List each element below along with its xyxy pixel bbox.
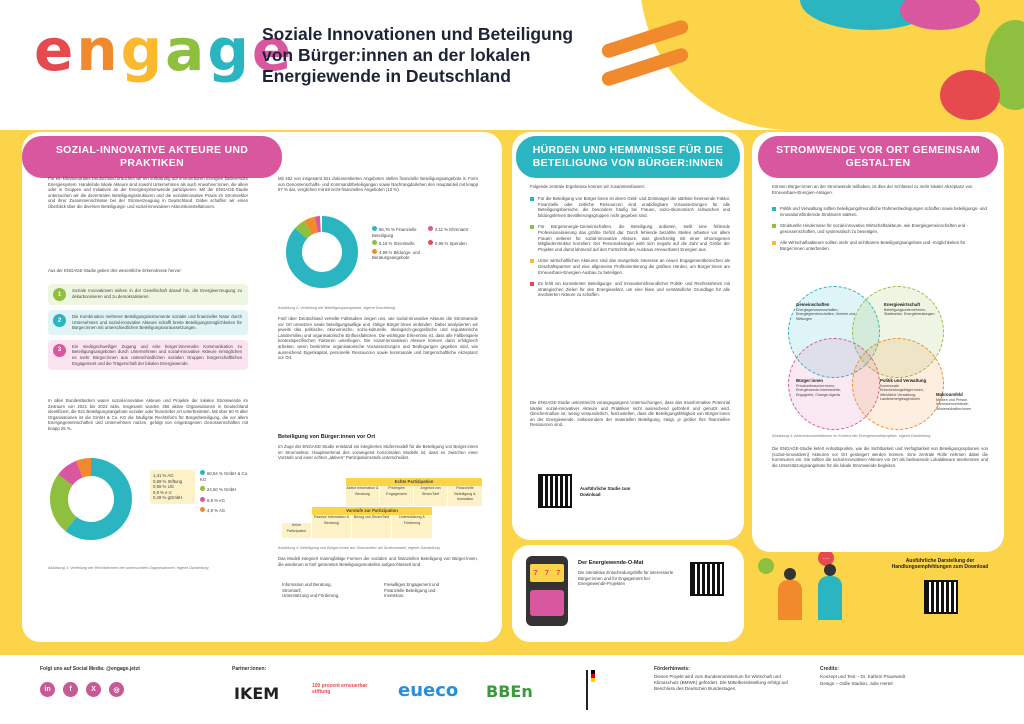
legend-item: 0,96 % Spenden bbox=[428, 240, 478, 247]
finding-3 bbox=[48, 340, 248, 370]
stair-t3: Angebot von Strom/Tarif bbox=[414, 486, 447, 506]
finding-text: Ein niedrigschwelliger Zugang und eine bürger:innennahe Kommunikation zu Beteiligungsangeboten durch Unternehmen und sozial-innovative Akteure ermöglichen es mehr Bürger:innen aus unterschiedlichen sozialen Gruppen bürgerschaftliches Engagement und die Trägerschaft der lokalen Energiewende. bbox=[72, 343, 242, 366]
legend-item: 0,28 % gGmbH bbox=[153, 495, 183, 501]
venn-group-energy-industry bbox=[884, 302, 944, 317]
legend-item: 2,11 % Ehrenamt bbox=[428, 226, 478, 238]
caption-1: Abbildung 1: Verteilung der Rechtsformen der untersuchten Organisationen, eigene Darstellung bbox=[48, 566, 209, 570]
caption-3: Abbildung 3: Beteiligung von Bürger:innen am Stromsektor als Stufenmodell, eigene Darstellung bbox=[278, 546, 440, 550]
list-item: Unterstützung und Förderung, bbox=[282, 593, 340, 599]
legend-item: 0,56 % UG bbox=[153, 484, 175, 490]
page-title: Soziale Innovationen und Beteiligung von Bürger:innen an der lokalen Energiewende in Deutschland bbox=[262, 24, 574, 86]
list-item: Finanzielle Beteiligung und bbox=[384, 587, 436, 593]
list-item: Stromtarif, bbox=[282, 587, 302, 593]
donut2-legend bbox=[372, 226, 482, 261]
slot-machine-icon: 7 7 7 bbox=[526, 556, 568, 626]
stair-title: Beteiligung von Bürger:innen vor Ort bbox=[278, 434, 376, 440]
sec2-para2: Fünf über Deutschland verteilte Fallstudien zeigen uns, wie sozial-innovative Akteure die Stromwende vor Ort umsetzen sowie beteiligungswillige und -fähige Bürger:innen einbinden. Dabei analysierten wir jeweils das politische, ökonomische, sozio-kulturelle, ökologisch-geografische und regulatorische Ländermilieu und organisatorische Einflussfaktoren. Die wichtigste Erkenntnis ist, dass alle Fallbeispiele kontextspezifischen Faktoren unterliegen. Die sozial-innovativen Akteure können dann erfolgreich arbeiten, wenn bestimmte organisatorische Voraussetzungen und Bedingungen gegeben sind, wie ausreichend Eigenkapital, personelle Ressourcen sowie kommunale und bürgerschaftliche Akzeptanz vor Ort. bbox=[278, 316, 478, 361]
game-title: Der Energiewende-O-Mat bbox=[578, 560, 644, 566]
qr-label-recommendations: Ausführliche Darstellung der Handlungsempfehlungen zum Download bbox=[891, 558, 989, 570]
section-header-2: HÜRDEN UND HEMMNISSE FÜR DIE BETEILIGUNG VON BÜRGER:INNEN bbox=[516, 136, 740, 178]
engage-logo: e n g a g e bbox=[34, 16, 293, 84]
instagram-icon[interactable]: ◎ bbox=[109, 682, 124, 697]
list-item: Information und Beratung, bbox=[282, 582, 332, 587]
stair-t1: Aktive Information & Beratung bbox=[346, 486, 379, 506]
models-list-right bbox=[384, 582, 479, 599]
list-item: Investition. bbox=[384, 593, 405, 599]
recommendation-item: Politik und Verwaltung sollten beteiligungsfreundliche Rahmenbedingungen schaffen sowie beteiligungs- und innovationsfördernde Strukturen stärken. bbox=[772, 206, 988, 217]
partner-bben: BBEn bbox=[486, 682, 533, 701]
finding-2 bbox=[48, 310, 248, 335]
hurdle-item: Für Bürgerenergie-Gemeinschaften, die Beteiligung anbieten, stellt eine fehlende Professionalisierung das größte Defizit dar. Durch fehlende bezahlte Stellen arbeiten vor allem Frauen seltener für sozial-innovative Akteure, was gleichzeitig mit einer inhomogenen Mitgliederstruktur korreliert. Der Personalmangel wirkt sich negativ auf die Zahl und Größe der Projekte und damit lahmend auf den Fortschritt des Ausbaus erneuerbarer Energien aus. bbox=[530, 224, 730, 252]
legal-forms-donut bbox=[46, 454, 136, 544]
stair-model bbox=[282, 478, 482, 538]
sec3-intro: Folgende zentrale Ergebnisse können wir zusammenfassen: bbox=[530, 184, 646, 189]
people-illustration: … bbox=[748, 550, 868, 640]
finding-1 bbox=[48, 284, 248, 305]
venn-group-communities bbox=[796, 302, 856, 321]
legend-item: 60,94 % GmbH & Co. KG bbox=[200, 471, 249, 482]
legend-item: 1,41 % AG bbox=[153, 473, 174, 478]
stair-mid-label: Vorstufe zur Partizipation bbox=[312, 507, 432, 515]
models-list-left bbox=[282, 582, 377, 599]
findings-list bbox=[48, 284, 248, 370]
donut1-legend-left bbox=[150, 470, 195, 504]
finding-number: 2 bbox=[53, 314, 66, 327]
stair-m2: Bezug von Strom/Tarif bbox=[352, 515, 391, 538]
finding-text: Die Kombination mehrerer Beteiligungsinstrumente sozialer und finanzieller Natur durch Unternehmen und sozial-innovative Akteure schafft breite Beteiligungsmöglichkeiten für Bürger:innen mit unterschiedlichen Beteiligungsvoraussetzungen. bbox=[72, 314, 242, 331]
venn-text: Kommunale Entscheidungsträger:innen, öffentliche Verwaltung, Landesenergieagenturen bbox=[880, 383, 924, 402]
sec2-para3: Das Modell integriert mannigfaltige Formen der sozialen und finanziellen Beteiligung von Bürger:innen, die wiederum in fünf getrennten Beteiligungsmodellen aufgeschlüsselt sind: bbox=[278, 556, 478, 567]
qr-label-study: Ausführliche Studie zum Download bbox=[580, 486, 631, 497]
qr-code-game[interactable] bbox=[690, 562, 724, 596]
stair-t2: Privilegien Engagement bbox=[380, 486, 413, 506]
venn-title: Energiewirtschaft bbox=[884, 302, 921, 307]
hurdle-item: Unter wirtschaftlichen Akteuren sind das mangelnde Interesse an neuen Engagementbereichen als Geschäftspartner und eine allgemeine Profitorientierung die größten Hürden, um Bürger:innen am Erneuerbare-Energien-Ausbau zu beteiligen. bbox=[530, 258, 730, 275]
game-text: Die interaktive Entscheidungshilfe für interessierte Bürger:innen und für Engagement bei Energiewende-Projekten bbox=[578, 570, 674, 587]
stair-t4: Finanzielle Beteiligung & Innovation bbox=[448, 486, 482, 506]
section-header-1: SOZIAL-INNOVATIVE AKTEURE UND PRAKTIKEN bbox=[22, 136, 282, 178]
findings-intro: Aus der ENGAGE-Studie geben drei wesentliche Erkenntnisse hervor: bbox=[48, 268, 182, 273]
finding-number: 1 bbox=[53, 288, 66, 301]
hurdle-item: Es fehlt ein konsistenter Beteiligungs- und Innovationsfreundlicher Politik- und Rechtsrahmen mit strategischen Zielen für den Energiesektor, um eine klare und verständliche Grundlage für alle involvierten Akteure zu schaffen. bbox=[530, 281, 730, 298]
offers-donut bbox=[282, 212, 362, 292]
caption-2: Abbildung 2: Verteilung der Beteiligungsangebote, eigene Darstellung bbox=[278, 306, 396, 310]
venn-text: Beteiligungsunternehmen, Stadtwerke, Energieberatungen bbox=[884, 307, 935, 317]
finding-text: Soziale Innovationen wirken in der Gesellschaft darauf hin, die Energieerzeugung zu dekarbonisieren und zu demokratisieren. bbox=[72, 288, 242, 299]
stair-m0: Keine Partizipation bbox=[282, 523, 311, 538]
sec1-para2: In allen Bundesländern waren sozial-innovative Akteure und Projekte der lokalen Stromwende im Zeitraum von 2021 bis 2023 aktiv. Insgesamt wurden 356 aktive Organisationen in Deutschland identifiziert, die 521 Beteiligungsangebote sozialer oder finanzieller Art unterbreiteten. Mit über 60 % aller Organisationen ist die GmbH & Co. KG die häufigste Rechtsform für Bürgerbeteiligung, die vor allem Energiegemeinschaften und Unternehmen nutzen, gefolgt von eingetragenen Genossenschaften mit knapp 25 %. bbox=[48, 398, 248, 431]
design-credits: Design – Odile Stadion, Julie Hertel bbox=[820, 681, 893, 686]
legend-item: 0,9 % e.V. bbox=[153, 489, 173, 495]
qr-code-recommendations[interactable] bbox=[924, 580, 958, 614]
recommendation-item: Alle Wirtschaftsakteure sollten mehr und sichtbarere Beteiligungsangebote und -möglichkeiten für Bürger:innen unterbreiten. bbox=[772, 240, 988, 251]
venn-text: Privatverbraucher:innen, Energiewende-Interessierte, Engagierte, Change-Agents bbox=[796, 383, 841, 397]
facebook-icon[interactable]: f bbox=[63, 682, 78, 697]
sec3-closing: Die ENGAGE-Studie unterstreicht vorangegangene Untersuchungen, dass das transformative Potenzial lokaler sozial-innovativer Akteure und Praktiken nicht ausreichend gefördert und genutzt wird. Gleichermaßen ist, wenig verwunderlich, festzustellen, dass die Beteiligungsfähigkeit von Bürger:innen an der Energiewende, insbesondere der materiellen Beteiligung, steigt, je größer ihre finanziellen Ressourcen sind. bbox=[530, 400, 730, 428]
stair-m1: Passive Information & Beratung bbox=[312, 515, 351, 538]
venn-title: Makroumfeld bbox=[936, 392, 963, 397]
hurdles-list bbox=[530, 196, 730, 304]
venn-text: Energiegenossenschaften, Energiegemeinschaften, Vereine und Stiftungen bbox=[796, 307, 855, 321]
stair-top-label: Echte Partizipation bbox=[346, 478, 482, 486]
social-icons bbox=[40, 682, 124, 697]
recommendations-list bbox=[772, 206, 988, 258]
venn-title: Bürger:innen bbox=[796, 378, 823, 383]
legend-item: 4,8 % AG bbox=[200, 507, 255, 514]
legend-item: 4,99 % Bildungs- und Beratungsangebote bbox=[372, 249, 420, 261]
linkedin-icon[interactable]: in bbox=[40, 682, 55, 697]
legend-item: 5,18 % Stromtarife bbox=[372, 240, 422, 247]
stair-m3: Unterstützung & Förderung bbox=[392, 515, 432, 538]
credits-text: Konzept und Text – Dr. Kathrin Praxewedt bbox=[820, 674, 906, 679]
partner-100-prozent: 100 prozent erneuerbar stiftung bbox=[312, 683, 368, 695]
sec4-closing: Die ENGAGE-Studie liefert Anhaltspunkte, wie die Sichtbarkeit und Verfügbarkeit von Beteiligungsoptionen von (sozial-innovativen) Akteuren vor Ort gesteigert werden können. Eine zentrale Rolle nehmen dabei die Kommunen ein. Sie sollten die sozial-innovativen Akteure vor Ort als bedeutende Lokalakteure anerkennen und die Unterstützungsangebote für die lokale Stromwende begleiten. bbox=[772, 446, 988, 468]
funding-title: Förderhinweis: bbox=[654, 666, 690, 672]
legend-item: 86,76 % Finanzielle Beteiligung bbox=[372, 227, 417, 238]
partner-ikem: IKEM bbox=[234, 684, 280, 703]
deco-red-blob bbox=[940, 70, 1000, 120]
venn-group-citizens bbox=[796, 378, 856, 397]
caption-4: Abbildung 4: Akteurskonstellationen im Kontext der Energiewendeprojekte, eigene Darstellung bbox=[772, 434, 931, 438]
section-header-3: STROMWENDE VOR ORT GEMEINSAM GESTALTEN bbox=[758, 136, 998, 178]
hurdle-item: Für die Beteiligung von Bürger:innen ist deren Geld- und Zeitmangel der stärkste hemmende Faktor. Finanzielle oder zeitliche Ressourcen sind unabdingbare Voraussetzungen für alle Beteiligungsbereiche, die besonders häufig bei Frauen, sozio-ökonomisch schwachen und bildungsfernen Bevölkerungsgruppen nicht gegeben sind. bbox=[530, 196, 730, 218]
legend-item: 24,50 % GmbH bbox=[200, 486, 255, 493]
sec4-intro: Können Bürger:innen an der Stromwende teilhaben, ist dies der Schlüssel zu mehr lokaler Akzeptanz von Erneuerbare-Energien-Anlagen. bbox=[772, 184, 973, 195]
sec2-para1: Mit 452 von insgesamt 521 dokumentierten Angeboten stellen finanzielle Beteiligungsangebote in Form von Genossenschafts- und Kommanditbeteiligungen sowie Nachrangdarlehen den Hauptanteil mit knapp 87 % dar, verglichen mit 69 nicht-finanziellen Angeboten (13 %). bbox=[278, 176, 478, 193]
venn-text: Medien und Presse, Interessenverbände, Wissenschaftler:innen bbox=[936, 397, 972, 411]
venn-title: Gemeinschaften bbox=[796, 302, 830, 307]
stair-text: Im Zuge der ENGAGE-Studie entstand ein integriertes Stufenmodell für die Beteiligung von Bürger:innen im Stromsektor. Hauptmerkmal des vorwiegend horizontalen Modells ist, dass es zwischen einer Vorstufe und einer echten „aktiven“ Partizipationsstufe unterscheidet. bbox=[278, 444, 478, 461]
finding-number: 3 bbox=[53, 344, 66, 357]
venn-title: Politik und Verwaltung bbox=[880, 378, 927, 383]
twitter-x-icon[interactable]: X bbox=[86, 682, 101, 697]
donut1-legend-right bbox=[200, 470, 255, 514]
legend-item: 8,9 % eG bbox=[200, 497, 255, 504]
social-label: Folgt uns auf Social Media: @engage.jetzt bbox=[40, 666, 140, 672]
list-item: Freiwilliges Engagement und bbox=[384, 582, 440, 587]
bmwk-logo bbox=[586, 670, 622, 710]
credits-title: Credits: bbox=[820, 666, 839, 672]
legend-item: 0,69 % Stiftung bbox=[153, 478, 183, 484]
actors-venn-diagram bbox=[776, 282, 986, 430]
partners-label: Partner:innen: bbox=[232, 666, 267, 672]
venn-group-politics bbox=[880, 378, 940, 402]
recommendation-item: Strukturelle Hindernisse für sozial-innovative Wirtschaftsakteure, wie Energiegemeinschaften und -genossenschaften, und systematisch zu beseitigen. bbox=[772, 223, 988, 234]
qr-code-study[interactable] bbox=[538, 474, 572, 508]
sec1-intro: Für ein klimaneutrales Deutschland brauchen wir ein vollständig auf erneuerbaren Energien basierendes Energiesystem. Handelnde lokale Akteure sind sowohl Unternehmen als auch Anwohner:innen, die allein oder in Gruppen und Initiativen an der Energiesystemwende partizipieren. Mit der ENGAGE-Studie untersuchen wir die dezentralen Beteiligungsstrukturen und die sozialinnovative Praxis im Stromsektor und ihrer Zusammenschlüsse bei der Stromerzeugung in Deutschland. Dabei schaffen wir einen Überblick über die diversen Beteiligungs- und sozial-innovativen Akteurskonstellationen. bbox=[48, 176, 248, 209]
funding-text: Dieses Projekt wird vom Bundesministerium für Wirtschaft und Klimaschutz (BMWK) gefördert. Die Mittelbereitstellung erfolgt auf Beschluss des Deutschen Bundestages. bbox=[654, 674, 788, 691]
partner-eueco: eueco bbox=[398, 680, 459, 701]
venn-group-macro bbox=[936, 392, 986, 411]
